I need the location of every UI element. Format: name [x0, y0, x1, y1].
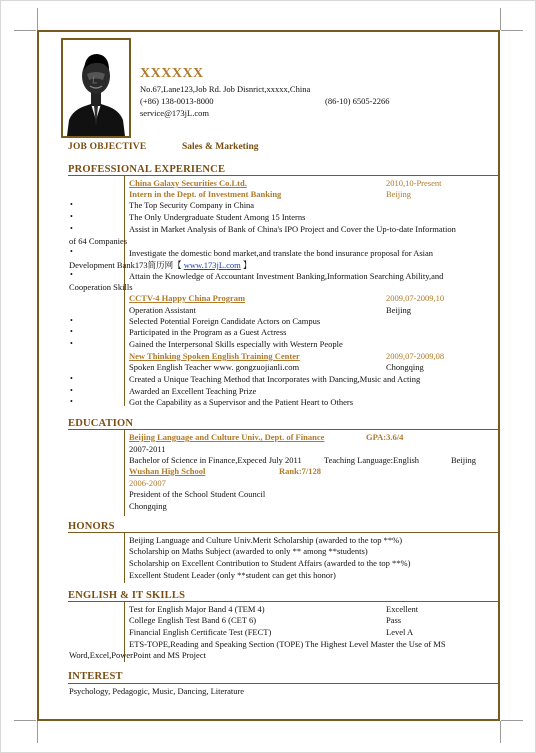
section-title-interest: INTEREST — [68, 671, 123, 682]
job1-role: Intern in the Dept. of Investment Banking — [129, 189, 282, 199]
skill-3: Financial English Certificate Test (FECT) — [129, 627, 272, 637]
objective-label: JOB OBJECTIVE — [68, 142, 147, 152]
job1-bullet-4b-text: Development Bank173简历网【 — [69, 260, 182, 270]
email: service@173jL.com — [140, 108, 209, 118]
job2-bullet-3: Gained the Interpersonal Skills especially with Western People — [129, 339, 343, 349]
job2-org: CCTV-4 Happy China Program — [129, 293, 246, 303]
job2-bullet-2: Participated in the Program as a Guest Actress — [129, 327, 287, 337]
skill-2: College English Test Band 6 (CET 6) — [129, 615, 257, 625]
section-title-experience: PROFESSIONAL EXPERIENCE — [68, 164, 226, 175]
job2-location: Beijing — [386, 305, 412, 315]
job3-bullet-3: Got the Capability as a Supervisor and the Patient Heart to Others — [129, 397, 354, 407]
job1-bullet-4a: Investigate the domestic bond market,and translate the bond insurance proposal for Asian — [129, 248, 434, 258]
school1: Beijing Language and Culture Univ., Dept. of Finance — [129, 432, 325, 442]
job3-role: Spoken English Teacher www. gongzuojianli.com — [129, 362, 300, 372]
interest-text: Psychology, Pedagogic, Music, Dancing, Literature — [69, 686, 245, 696]
bullet: • — [70, 270, 73, 279]
bullet: • — [70, 397, 73, 406]
bullet: • — [70, 374, 73, 383]
website-link[interactable]: www.173jL.com — [183, 260, 241, 270]
bullet: • — [70, 224, 73, 233]
job1-bullet-3b: of 64 Companies — [69, 236, 128, 246]
job1-date: 2010,10-Present — [386, 178, 442, 188]
crop-mark-bottom-right-h — [501, 720, 523, 721]
school2: Wushan High School — [129, 466, 206, 476]
profile-photo — [61, 38, 131, 138]
skill-4a: ETS-TOPE,Reading and Speaking Section (TOPE) The Highest Level Master the Use of MS — [129, 639, 446, 649]
skill-3-result: Level A — [386, 627, 414, 637]
rank: Rank:7/128 — [279, 466, 322, 476]
job1-bullet-4c-text: 】 — [242, 260, 252, 270]
crop-mark-bottom-left-v — [37, 721, 38, 743]
job3-bullet-2: Awarded an Excellent Teaching Prize — [129, 386, 257, 396]
address: No.67,Lane123,Job Rd. Job Disnrict,xxxxx,China — [140, 84, 311, 94]
school1-years: 2007-2011 — [129, 444, 166, 454]
honor-4: Excellent Student Leader (only **student can get this honor) — [129, 570, 336, 580]
job1-bullet-1: The Top Security Company in China — [129, 200, 255, 210]
bullet: • — [70, 200, 73, 209]
section-title-education: EDUCATION — [68, 418, 134, 429]
job1-bullet-3a: Assist in Market Analysis of Bank of China's IPO Project and Cover the Up-to-date Information — [129, 224, 456, 234]
section-rule — [68, 429, 498, 430]
job2-date: 2009,07-2009,10 — [386, 293, 445, 303]
crop-mark-bottom-left-h — [14, 720, 36, 721]
degree: Bachelor of Science in Finance,Expeced July 2011 — [129, 455, 302, 465]
bullet: • — [70, 212, 73, 221]
honor-3: Scholarship on Excellent Contribution to Student Affairs (awarded to the top **%) — [129, 558, 411, 568]
crop-mark-top-right-v — [500, 8, 501, 30]
job1-bullet-4b — [69, 259, 251, 271]
job1-bullet-5a: Attain the Knowledge of Accountant Investment Banking,Information Searching Ability,and — [129, 271, 444, 281]
job1-org: China Galaxy Securities Co.Ltd. — [129, 178, 247, 188]
candidate-name: XXXXXX — [140, 66, 204, 81]
teaching-language: Teaching Language:English — [324, 455, 419, 465]
skill-1-result: Excellent — [386, 604, 419, 614]
bullet: • — [70, 327, 73, 336]
section-rule — [68, 532, 498, 533]
crop-mark-top-right-h — [501, 30, 523, 31]
crop-mark-top-left-v — [37, 8, 38, 30]
section-vline — [124, 430, 125, 516]
job1-location: Beijing — [386, 189, 412, 199]
job1-bullet-5b: Cooperation Skills — [69, 282, 133, 292]
honor-1: Beijing Language and Culture Univ.Merit Scholarship (awarded to the top **%) — [129, 535, 403, 545]
job3-location: Chongqing — [386, 362, 424, 372]
skill-2-result: Pass — [386, 615, 402, 625]
bullet: • — [70, 386, 73, 395]
job3-date: 2009,07-2009,08 — [386, 351, 445, 361]
fax: (86-10) 6505-2266 — [325, 96, 390, 106]
school2-role: President of the School Student Council — [129, 489, 266, 499]
school2-years: 2006-2007 — [129, 478, 166, 488]
phone: (+86) 138-0013-8000 — [140, 96, 214, 106]
bullet: • — [70, 247, 73, 256]
section-vline — [124, 533, 125, 583]
bullet: • — [70, 316, 73, 325]
portrait-icon — [63, 40, 129, 136]
bullet: • — [70, 339, 73, 348]
job2-role: Operation Assistant — [129, 305, 196, 315]
objective-value: Sales & Marketing — [182, 142, 259, 152]
job3-org: New Thinking Spoken English Training Center — [129, 351, 300, 361]
gpa: GPA:3.6/4 — [366, 432, 404, 442]
honor-2: Scholarship on Maths Subject (awarded to only ** among **students) — [129, 546, 368, 556]
crop-mark-bottom-right-v — [500, 721, 501, 743]
job1-bullet-2: The Only Undergraduate Student Among 15 Interns — [129, 212, 306, 222]
school1-city: Beijing — [451, 455, 477, 465]
section-rule — [68, 175, 498, 176]
skill-4b: Word,Excel,PowerPoint and MS Project — [69, 650, 206, 660]
job3-bullet-1: Created a Unique Teaching Method that Incorporates with Dancing,Music and Acting — [129, 374, 421, 384]
section-rule — [68, 601, 498, 602]
section-title-honors: HONORS — [68, 521, 115, 532]
skill-1: Test for English Major Band 4 (TEM 4) — [129, 604, 265, 614]
section-title-skills: ENGLISH & IT SKILLS — [68, 590, 186, 601]
section-rule — [68, 683, 498, 684]
crop-mark-top-left-h — [14, 30, 36, 31]
job2-bullet-1: Selected Potential Foreign Candidate Actors on Campus — [129, 316, 321, 326]
school2-city: Chongqing — [129, 501, 167, 511]
